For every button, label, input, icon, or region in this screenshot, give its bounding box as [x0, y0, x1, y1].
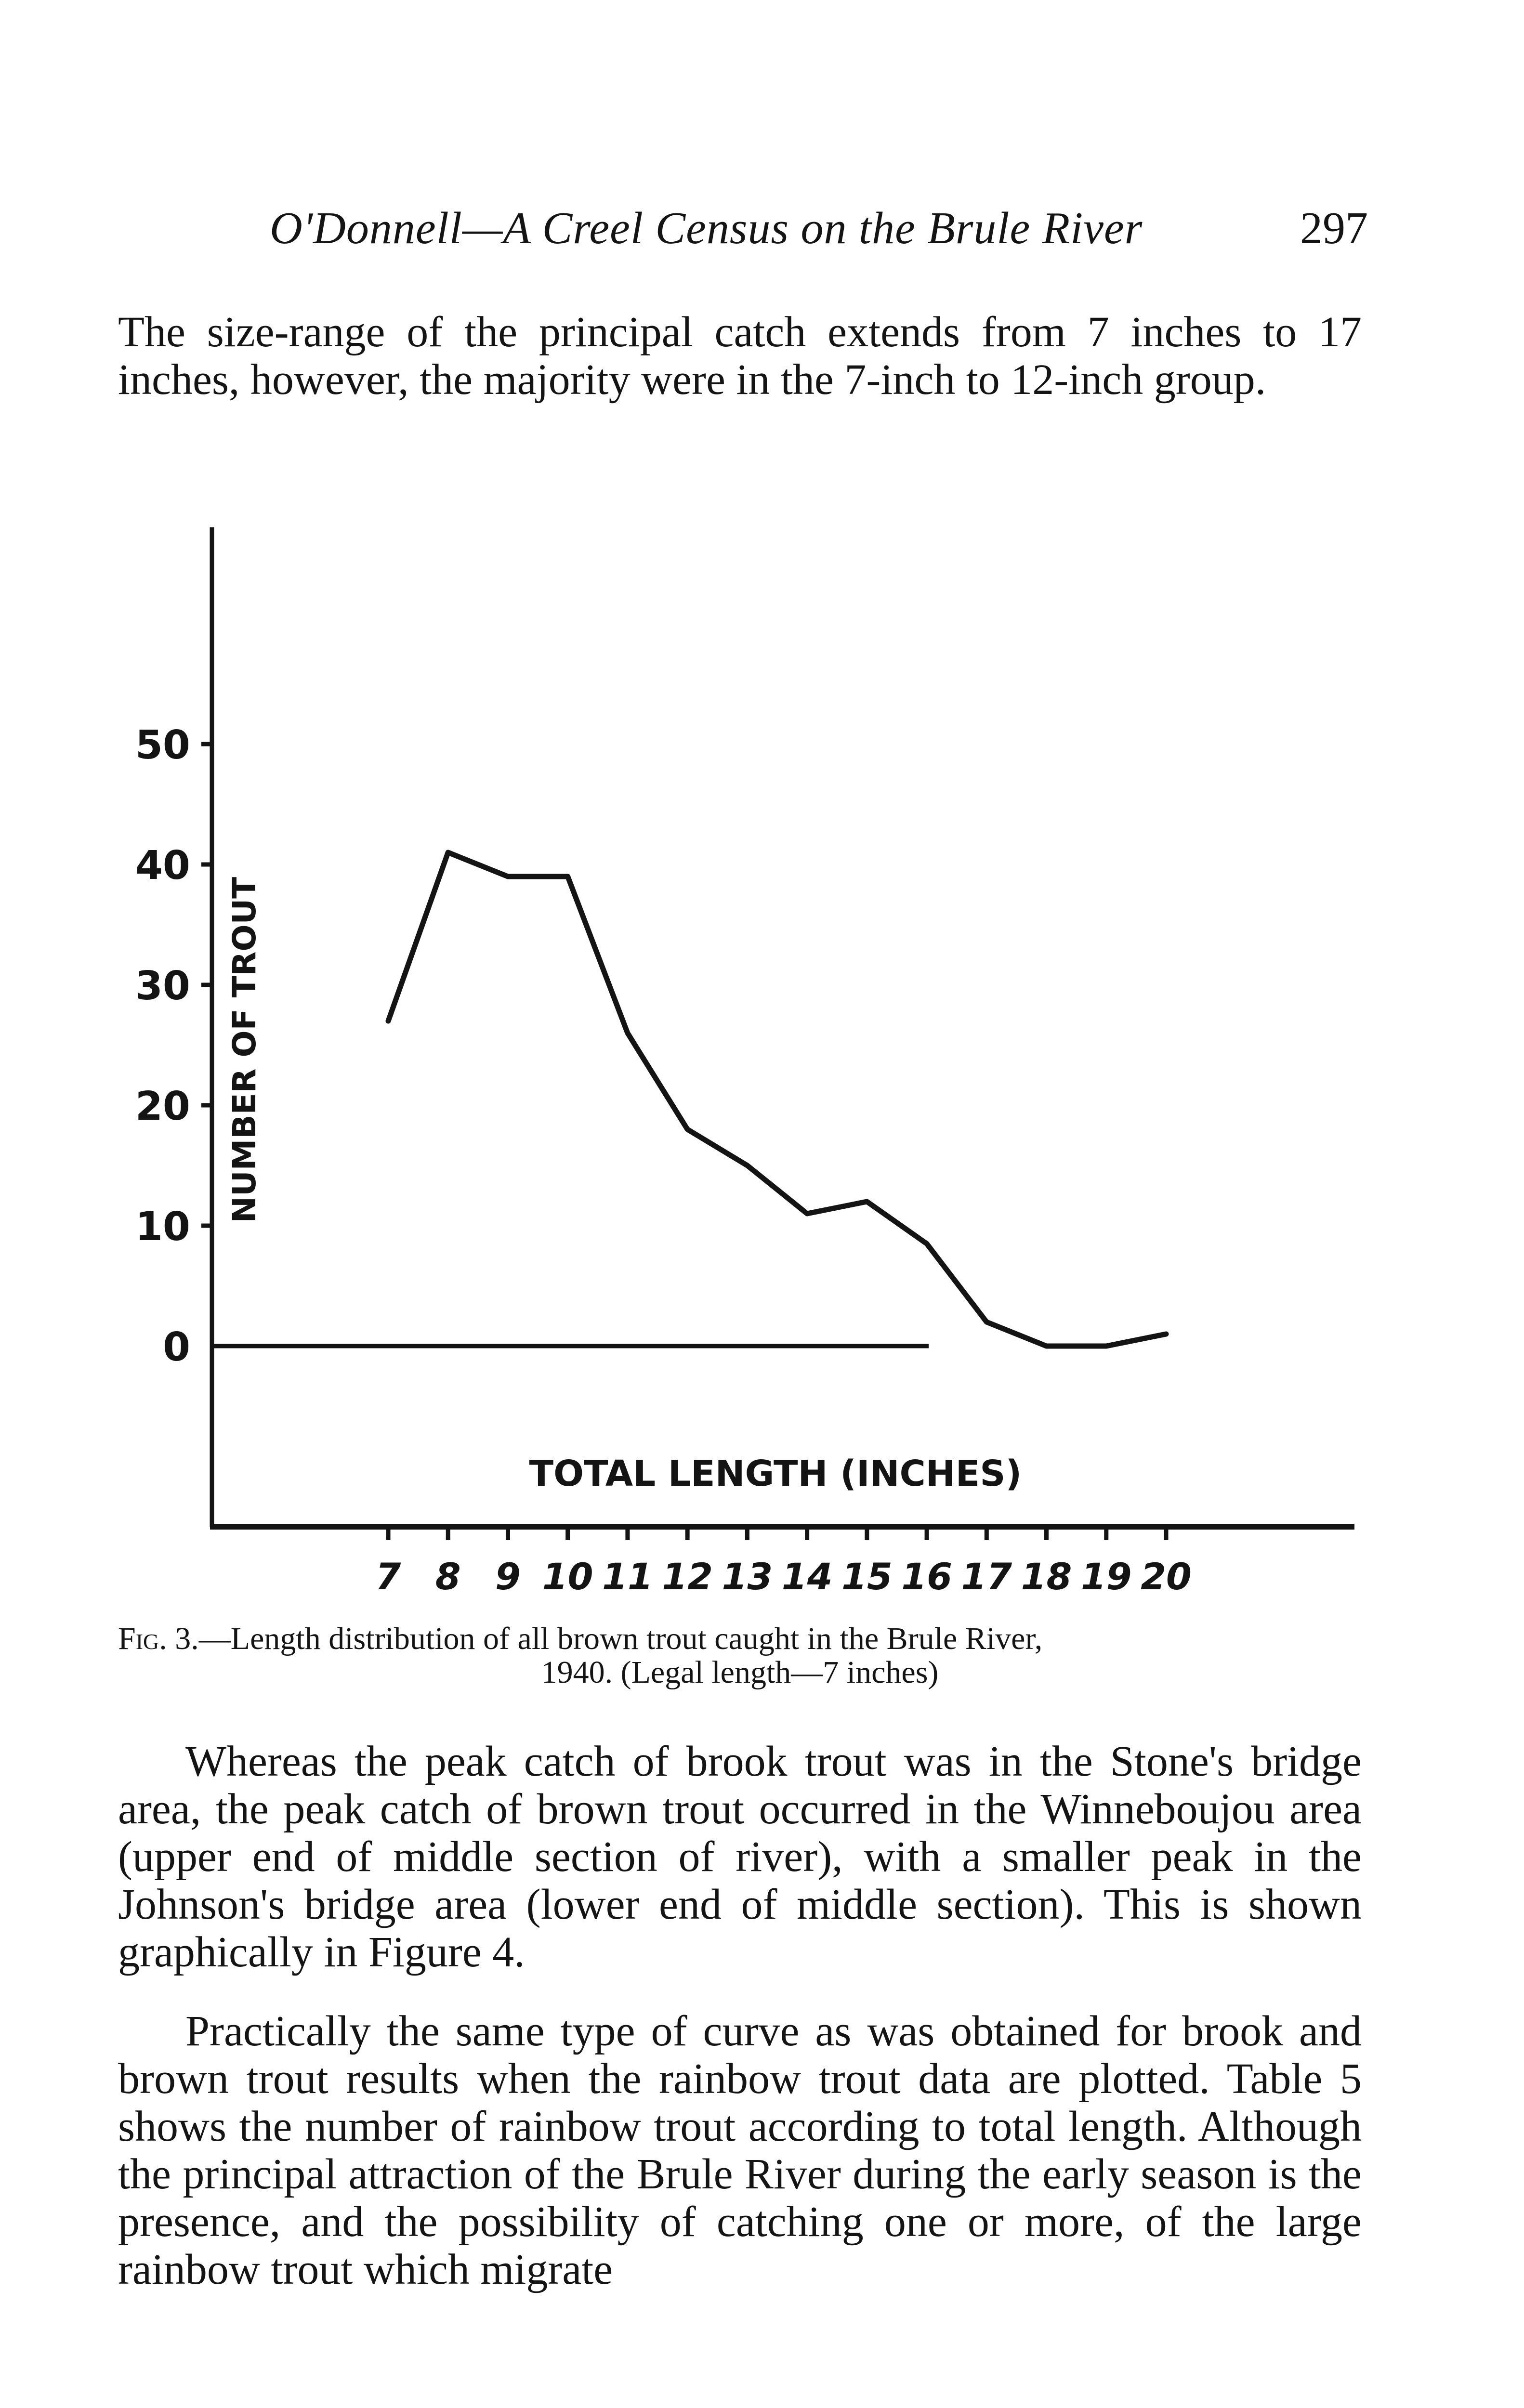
page-number: 297 — [1300, 203, 1368, 253]
y-tick-label: 30 — [135, 963, 190, 1009]
x-tick-group — [376, 1527, 1192, 1598]
x-tick-label: 14 — [781, 1555, 833, 1598]
y-tick-label: 40 — [135, 843, 190, 889]
paragraph-rainbow-trout: Practically the same type of curve as was obtained for brook and brown trout results when the rainbow trout data are plotted. Table 5 shows the number of rainbow trout according to total length. Although the principal attraction of the Brule River during the early season is the presence, and the possibility of catching one or more, of the large rainbow trout which migrate — [118, 2007, 1362, 2293]
paragraph-peak-catch: Whereas the peak catch of brook trout was in the Stone's bridge area, the peak catch of brown trout occurred in the Winneboujou area (upper end of middle section of river), with a smaller peak in the Johnson's bridge area (lower end of middle section). This is shown graphically in Figure 4. — [118, 1738, 1362, 1976]
running-head-title: O'Donnell—A Creel Census on the Brule River — [270, 203, 1143, 253]
length-distribution-chart — [0, 482, 1524, 1618]
y-tick-label: 10 — [135, 1204, 190, 1250]
y-tick-group — [135, 722, 212, 1370]
series-line-brown-trout — [388, 852, 1166, 1346]
x-tick-label: 13 — [722, 1555, 773, 1598]
x-tick-label: 18 — [1021, 1555, 1072, 1598]
y-tick-label: 20 — [135, 1084, 190, 1129]
figure-caption — [118, 1622, 1362, 1689]
x-tick-label: 20 — [1141, 1555, 1192, 1598]
x-tick-label: 16 — [901, 1555, 952, 1598]
y-tick-label: 50 — [135, 722, 190, 768]
x-tick-label: 12 — [662, 1555, 713, 1598]
x-tick-label: 10 — [542, 1555, 593, 1598]
x-tick-label: 7 — [375, 1555, 401, 1598]
y-axis-label: NUMBER OF TROUT — [226, 877, 263, 1223]
x-tick-label: 9 — [495, 1555, 521, 1598]
caption-label: Fig. 3. — [118, 1621, 199, 1656]
caption-text-line2: 1940. (Legal length—7 inches) — [541, 1655, 939, 1690]
x-tick-label: 8 — [435, 1555, 461, 1598]
running-head — [270, 202, 1368, 260]
caption-text-line1: —Length distribution of all brown trout caught in the Brule River, — [198, 1621, 1043, 1656]
y-tick-label: 0 — [162, 1324, 190, 1370]
figure-length-distribution — [0, 482, 1524, 1618]
x-tick-label: 19 — [1080, 1555, 1132, 1598]
x-axis-label: TOTAL LENGTH (INCHES) — [529, 1453, 1022, 1494]
x-tick-label: 17 — [961, 1555, 1012, 1598]
x-tick-label: 11 — [602, 1555, 653, 1598]
x-tick-label: 15 — [841, 1555, 893, 1598]
paragraph-size-range: The size-range of the principal catch extends from 7 inches to 17 inches, however, the majority were in the 7-inch to 12-inch group. — [118, 308, 1362, 404]
